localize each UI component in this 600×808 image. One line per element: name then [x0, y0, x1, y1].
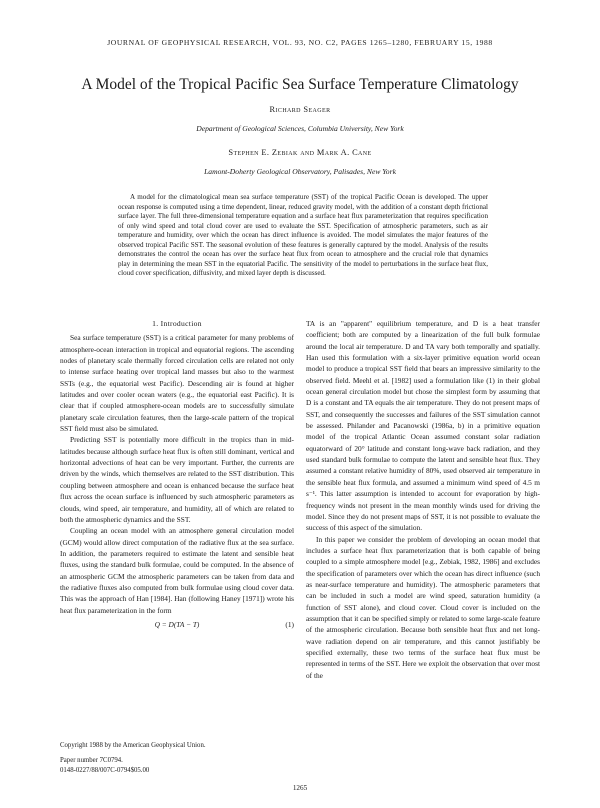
paper-title: A Model of the Tropical Pacific Sea Surface Temperature Climatology — [81, 76, 519, 93]
paragraph: Predicting SST is potentially more difficult in the tropics than in mid-latitudes because although surface heat flux is often still dominant, vertical and horizontal advections of heat can be very important. Further, the currents are driven by the winds, which themselves are related to the SST distribution. This coupling between atmosphere and ocean is enhanced because the surface heat flux across the ocean surface is influenced by such atmospheric parameters as clouds, wind speed, air temperature, and humidity, all of which are related to both the atmospheric dynamics and the SST. — [60, 435, 294, 524]
copyright-notice: Copyright 1988 by the American Geophysical Union. — [60, 742, 206, 749]
journal-header: JOURNAL OF GEOPHYSICAL RESEARCH, VOL. 93, NO. C2, PAGES 1265–1280, FEBRUARY 15, 1988 — [107, 38, 493, 47]
affiliation-lamont: Lamont-Doherty Geological Observatory, Palisades, New York — [204, 167, 396, 176]
right-column — [306, 318, 540, 681]
paragraph: TA is an "apparent" equilibrium temperature, and D is a heat transfer coefficient; both are computed by a linearization of the full bulk formulae around the local air temperature. D and TA vary both temporally and spatially. Han used this formulation with a six-layer primitive equation world ocean model to produce a tropical SST field that bears an impressive similarity to the observed field. Meehl et al. [1982] used a formulation like (1) in their global ocean general circulation model but chose the simplest form by assuming that D is a constant and TA equals the air temperature. They do not present maps of SST, and consequently the successes and failures of the SST simulation cannot be assessed. Philander and Pacanowski (1986a, b) in a primitive equation model of the tropical Atlantic Ocean assumed constant solar radiation equatorward of 20° latitude and constant long-wave back radiation, and they used standard bulk formulae to compute the latent and sensible heat flux. They assumed a constant relative humidity of 80%, used observed air temperature in the sensible heat flux formula, and assumed a minimum wind speed of 4.5 m s⁻¹. This latter assumption is intended to account for evaporation by high-frequency winds not present in the mean monthly winds used for driving the model. Since they do not present maps of SST, it is not possible to evaluate the success of this aspect of the simulation. — [306, 319, 540, 533]
affiliation-columbia: Department of Geological Sciences, Columbia University, New York — [196, 124, 404, 133]
author-seager: Richard Seager — [269, 105, 331, 114]
left-column — [60, 318, 294, 634]
footnotes — [60, 741, 294, 775]
paper-number: Paper number 7C0794. — [60, 757, 123, 765]
equation-body: Q = D(TA − T) — [154, 619, 200, 629]
issn-code: 0148-0227/88/007C-0794$05.00 — [60, 766, 150, 774]
equation-number: (1) — [285, 619, 294, 629]
paragraph: In this paper we consider the problem of developing an ocean model that includes a surface heat flux parameterization that is both capable of being coupled to a simple atmosphere model [e.g., Zebiak, 1982, 1986] and excludes the specification of parameters over which the ocean has direct influence (such as near-surface temperature and humidity). The atmospheric parameters that can be included in such a model are wind speed, saturation humidity (a function of SST alone), and cloud cover. Cloud cover is included on the assumption that it can be specified simply or related to some large-scale feature of the atmospheric circulation. Because both sensible heat flux and net long-wave radiation depend on air temperature, and this cannot justifiably be specified externally, these two terms of the surface heat flux must be represented in terms of the SST. Here we exploit the observation that over most of the — [306, 534, 540, 680]
page-number: 1265 — [292, 784, 308, 792]
author-zebiak-cane: Stephen E. Zebiak and Mark A. Cane — [228, 148, 372, 157]
paragraph: Sea surface temperature (SST) is a critical parameter for many problems of atmosphere-ocean interaction in tropical and equatorial regions. The ascending nodes of planetary scale thermally forced circulation cells are related not only to intense surface heating over tropical land masses but also to the warmest SSTs (e.g., the equatorial west Pacific). Descending air is found at higher latitudes and over cooler ocean waters (e.g., the equatorial east Pacific). It is clear that if coupled atmosphere-ocean models are to successfully simulate planetary scale circulation features, then the large-scale pattern of the tropical SST field must also be simulated. — [60, 333, 294, 434]
section-heading-introduction: 1. Introduction — [152, 319, 202, 328]
paragraph: Coupling an ocean model with an atmosphere general circulation model (GCM) would allow direct computation of the radiative flux at the sea surface. In addition, the parameters required to estimate the latent and sensible heat fluxes, using the standard bulk formulae, could be computed. In the absence of an atmospheric GCM the atmospheric parameters can be taken from data and the radiative fluxes also computed from bulk formulae using cloud cover data. This was the approach of Han [1984]. Han (following Haney [1971]) wrote his heat flux parameterization in the form — [60, 526, 294, 615]
equation-1 — [60, 619, 294, 630]
abstract: A model for the climatological mean sea surface temperature (SST) of the tropical Pacific Ocean is developed. The upper ocean response is computed using a time dependent, linear, reduced gravity model, with the addition of a constant depth frictional surface layer. The full three-dimensional temperature equation and a surface heat flux parameterization that requires specification of only wind speed and total cloud cover are used to evaluate the SST. Specification of atmospheric parameters, such as air temperature and humidity, over which the ocean has direct influence is avoided. The model simulates the major features of the observed tropical Pacific SST. The seasonal evolution of these features is generally captured by the model. Analysis of the results demonstrates the control the ocean has over the surface heat flux from ocean to atmosphere and the crucial role that dynamics play in determining the mean SST in the equatorial Pacific. The sensitivity of the model to perturbations in the surface heat flux, cloud cover specification, diffusivity, and mixed layer depth is discussed. — [118, 193, 488, 278]
